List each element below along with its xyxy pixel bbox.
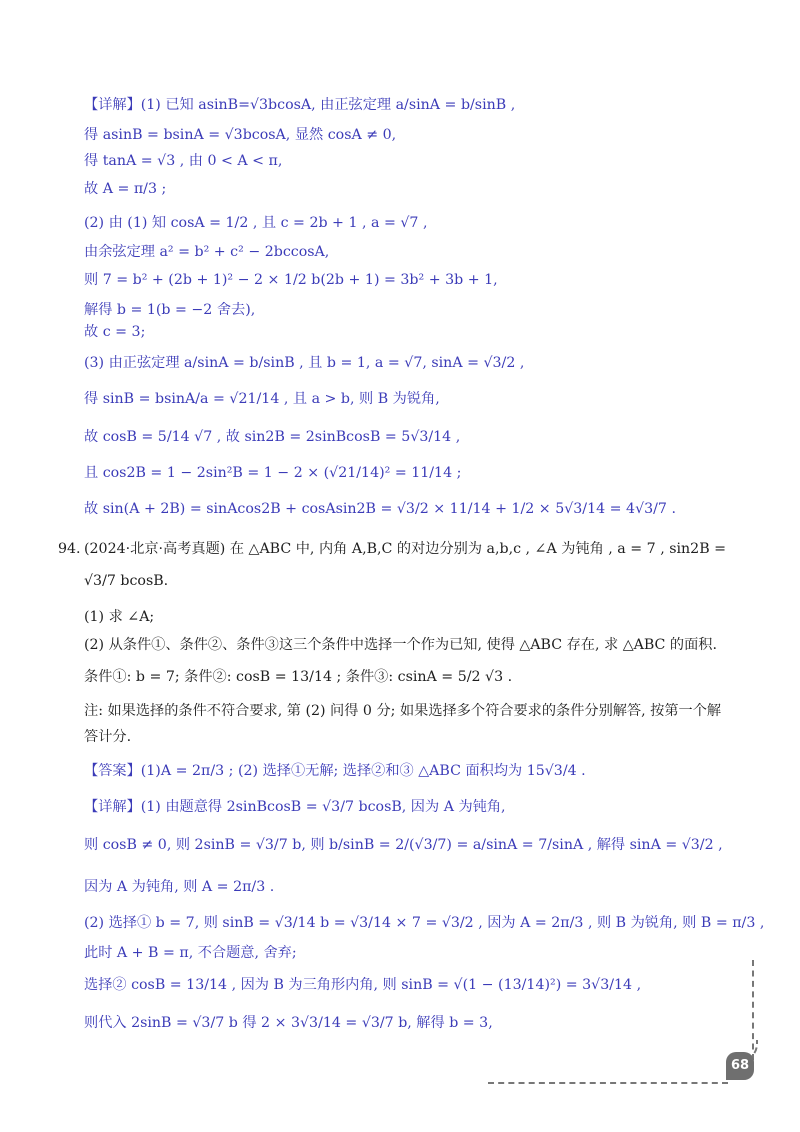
detail1-line-13: 且 cos2B = 1 − 2sin²B = 1 − 2 × (√21/14)² = 11/14 ; xyxy=(84,465,462,481)
question-2: (2) 从条件①、条件②、条件③这三个条件中选择一个作为已知, 使得 △ABC 存在, 求 △ABC 的面积. xyxy=(84,637,717,653)
detail1-line-4: 故 A = π/3 ; xyxy=(84,181,167,197)
detail1-line-12: 故 cosB = 5/14 √7 , 故 sin2B = 2sinBcosB = 5√3/14 , xyxy=(84,429,461,445)
detail1-line-8: 解得 b = 1(b = −2 舍去), xyxy=(84,302,256,318)
answer-line: 【答案】(1)A = 2π/3 ; (2) 选择①无解; 选择②和③ △ABC 面积均为 15√3/4 . xyxy=(84,763,586,779)
page-corner-dash-horizontal xyxy=(488,1082,728,1084)
detail1-line-14: 故 sin(A + 2B) = sinAcos2B + cosAsin2B = √3/2 × 11/14 + 1/2 × 5√3/14 = 4√3/7 . xyxy=(84,501,676,517)
detail2-line-5: 此时 A + B = π, 不合题意, 舍弃; xyxy=(84,945,297,961)
detail1-line-10: (3) 由正弦定理 a/sinA = b/sinB , 且 b = 1, a = √7, sinA = √3/2 , xyxy=(84,355,525,371)
detail1-line-3: 得 tanA = √3 , 由 0 < A < π, xyxy=(84,153,283,169)
note-line-1: 注: 如果选择的条件不符合要求, 第 (2) 问得 0 分; 如果选择多个符合要求的条件分别解答, 按第一个解 xyxy=(84,703,722,719)
detail1-line-11: 得 sinB = bsinA/a = √21/14 , 且 a > b, 则 B 为锐角, xyxy=(84,391,440,407)
detail1-line-2: 得 asinB = bsinA = √3bcosA, 显然 cosA ≠ 0, xyxy=(84,127,397,143)
detail1-line-5: (2) 由 (1) 知 cosA = 1/2 , 且 c = 2b + 1 , a = √7 , xyxy=(84,215,428,231)
conditions: 条件①: b = 7; 条件②: cosB = 13/14 ; 条件③: csinA = 5/2 √3 . xyxy=(84,669,513,685)
note-line-2: 答计分. xyxy=(84,729,132,745)
detail1-line-9: 故 c = 3; xyxy=(84,324,146,340)
detail1-line-1: 【详解】(1) 已知 asinB=√3bcosA, 由正弦定理 a/sinA = b/sinB , xyxy=(84,97,516,113)
detail1-line-7: 则 7 = b² + (2b + 1)² − 2 × 1/2 b(2b + 1) = 3b² + 3b + 1, xyxy=(84,272,498,288)
problem-number: 94. xyxy=(58,541,81,557)
detail2-line-7: 则代入 2sinB = √3/7 b 得 2 × 3√3/14 = √3/7 b, 解得 b = 3, xyxy=(84,1015,493,1031)
detail2-line-1: 【详解】(1) 由题意得 2sinBcosB = √3/7 bcosB, 因为 A 为钝角, xyxy=(84,799,506,815)
detail2-line-6: 选择② cosB = 13/14 , 因为 B 为三角形内角, 则 sinB = √(1 − (13/14)²) = 3√3/14 , xyxy=(84,977,642,993)
detail1-line-6: 由余弦定理 a² = b² + c² − 2bccosA, xyxy=(84,244,330,260)
detail2-line-3: 因为 A 为钝角, 则 A = 2π/3 . xyxy=(84,879,275,895)
detail2-line-4: (2) 选择① b = 7, 则 sinB = √3/14 b = √3/14 × 7 = √3/2 , 因为 A = 2π/3 , 则 B 为锐角, 则 B = π/3 , xyxy=(84,915,765,931)
problem-line-1: (2024·北京·高考真题) 在 △ABC 中, 内角 A,B,C 的对边分别为 a,b,c , ∠A 为钝角 , a = 7 , sin2B = xyxy=(84,541,727,557)
page-number: 68 xyxy=(726,1052,754,1080)
question-1: (1) 求 ∠A; xyxy=(84,609,155,625)
problem-line-2: √3/7 bcosB. xyxy=(84,573,169,589)
detail2-line-2: 则 cosB ≠ 0, 则 2sinB = √3/7 b, 则 b/sinB = 2/(√3/7) = a/sinA = 7/sinA , 解得 sinA = √3/2 , xyxy=(84,837,723,853)
